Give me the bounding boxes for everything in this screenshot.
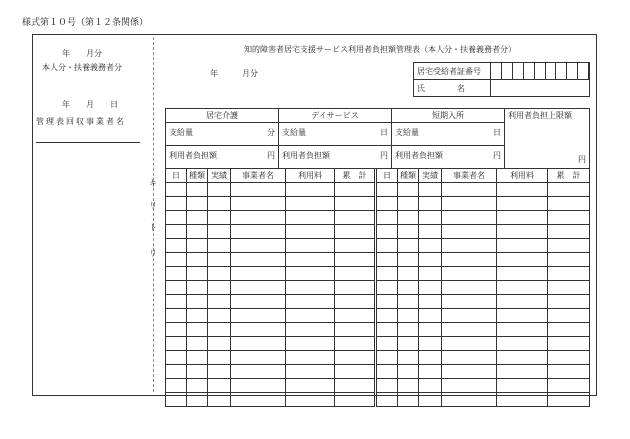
detail-cell bbox=[398, 211, 419, 225]
detail-cell bbox=[208, 225, 231, 239]
main-year-month: 年 月分 bbox=[210, 69, 258, 78]
detail-cell bbox=[377, 323, 398, 337]
detail-cell bbox=[187, 225, 208, 239]
detail-cell bbox=[398, 323, 419, 337]
detail-row bbox=[377, 197, 590, 211]
cut-char-3: ト bbox=[149, 223, 157, 232]
detail-cell bbox=[208, 309, 231, 323]
col-type: 種類 bbox=[398, 169, 419, 183]
detail-cell bbox=[497, 225, 548, 239]
service-supply-cell bbox=[279, 123, 392, 146]
detail-cell bbox=[398, 183, 419, 197]
detail-cell bbox=[231, 295, 286, 309]
detail-cell bbox=[166, 183, 187, 197]
limit-label: 利用者負担上限額 bbox=[505, 109, 590, 123]
detail-cell bbox=[377, 295, 398, 309]
detail-cell bbox=[335, 351, 375, 365]
detail-cell bbox=[377, 309, 398, 323]
detail-cell bbox=[286, 239, 335, 253]
cert-number-label: 居宅受給者証番号 bbox=[414, 63, 491, 80]
detail-cell bbox=[286, 337, 335, 351]
detail-cell bbox=[187, 351, 208, 365]
supply-unit: 分 bbox=[267, 128, 275, 137]
cert-digit bbox=[567, 63, 578, 80]
detail-cell bbox=[419, 393, 442, 407]
detail-cell bbox=[419, 337, 442, 351]
detail-cell bbox=[377, 197, 398, 211]
detail-cell bbox=[419, 239, 442, 253]
detail-cell bbox=[231, 253, 286, 267]
col-day: 日 bbox=[166, 169, 187, 183]
cert-digit bbox=[556, 63, 567, 80]
col-cumulative: 累 計 bbox=[548, 169, 590, 183]
limit-cell bbox=[505, 123, 590, 169]
supply-label: 支給量 bbox=[169, 128, 193, 137]
detail-cell bbox=[442, 365, 497, 379]
detail-cell bbox=[286, 211, 335, 225]
detail-cell bbox=[166, 379, 187, 393]
page-title: 知的障害者居宅支援サービス利用者負担額管理表（本人分・扶養義務者分） bbox=[244, 45, 516, 54]
detail-cell bbox=[548, 225, 590, 239]
stub-year-month: 年 月分 bbox=[62, 49, 102, 58]
detail-cell bbox=[398, 253, 419, 267]
detail-cell bbox=[208, 393, 231, 407]
detail-cell bbox=[419, 211, 442, 225]
detail-row bbox=[166, 253, 375, 267]
detail-cell bbox=[497, 379, 548, 393]
detail-cell bbox=[377, 267, 398, 281]
stub-collector-line bbox=[36, 142, 140, 143]
detail-cell bbox=[442, 323, 497, 337]
detail-cell bbox=[442, 351, 497, 365]
detail-cell bbox=[377, 183, 398, 197]
detail-cell bbox=[497, 267, 548, 281]
detail-cell bbox=[187, 211, 208, 225]
detail-cell bbox=[231, 309, 286, 323]
detail-cell bbox=[377, 239, 398, 253]
detail-cell bbox=[497, 393, 548, 407]
cert-digit bbox=[545, 63, 556, 80]
detail-cell bbox=[398, 295, 419, 309]
detail-cell bbox=[286, 267, 335, 281]
detail-cell bbox=[286, 253, 335, 267]
detail-row bbox=[377, 295, 590, 309]
detail-cell bbox=[497, 183, 548, 197]
detail-cell bbox=[419, 309, 442, 323]
col-actual: 実績 bbox=[208, 169, 231, 183]
detail-cell bbox=[187, 183, 208, 197]
detail-cell bbox=[419, 267, 442, 281]
detail-cell bbox=[398, 379, 419, 393]
detail-cell bbox=[208, 253, 231, 267]
detail-cell bbox=[187, 267, 208, 281]
detail-row bbox=[377, 267, 590, 281]
service-burden-cell bbox=[279, 146, 392, 169]
col-provider: 事業者名 bbox=[231, 169, 286, 183]
detail-row bbox=[166, 197, 375, 211]
detail-cell bbox=[398, 309, 419, 323]
detail-cell bbox=[286, 379, 335, 393]
detail-cell bbox=[286, 323, 335, 337]
detail-cell bbox=[442, 337, 497, 351]
burden-unit: 円 bbox=[380, 151, 388, 160]
detail-cell bbox=[497, 309, 548, 323]
detail-cell bbox=[442, 253, 497, 267]
detail-cell bbox=[166, 267, 187, 281]
col-day: 日 bbox=[377, 169, 398, 183]
detail-cell bbox=[442, 225, 497, 239]
service-summary bbox=[165, 108, 590, 169]
detail-cell bbox=[335, 309, 375, 323]
detail-row bbox=[166, 183, 375, 197]
detail-cell bbox=[442, 211, 497, 225]
detail-cell bbox=[286, 309, 335, 323]
detail-cell bbox=[231, 211, 286, 225]
cert-digit bbox=[534, 63, 545, 80]
detail-cell bbox=[442, 309, 497, 323]
detail-cell bbox=[419, 351, 442, 365]
detail-cell bbox=[335, 323, 375, 337]
detail-cell bbox=[187, 365, 208, 379]
detail-cell bbox=[497, 337, 548, 351]
detail-cell bbox=[377, 281, 398, 295]
detail-cell bbox=[187, 281, 208, 295]
detail-cell bbox=[548, 351, 590, 365]
service-supply-cell bbox=[166, 123, 279, 146]
stub-date: 年 月 日 bbox=[62, 100, 118, 109]
detail-cell bbox=[187, 309, 208, 323]
detail-row bbox=[377, 337, 590, 351]
detail-cell bbox=[166, 337, 187, 351]
detail-cell bbox=[442, 197, 497, 211]
detail-row bbox=[166, 393, 375, 407]
detail-cell bbox=[497, 365, 548, 379]
detail-cell bbox=[377, 337, 398, 351]
detail-row bbox=[377, 379, 590, 393]
detail-row bbox=[377, 211, 590, 225]
detail-cell bbox=[335, 183, 375, 197]
detail-cell bbox=[497, 281, 548, 295]
detail-cell bbox=[231, 379, 286, 393]
detail-cell bbox=[442, 393, 497, 407]
detail-cell bbox=[419, 365, 442, 379]
detail-cell bbox=[166, 281, 187, 295]
detail-cell bbox=[497, 239, 548, 253]
detail-cell bbox=[548, 211, 590, 225]
detail-cell bbox=[335, 211, 375, 225]
name-label: 氏 名 bbox=[414, 80, 491, 97]
detail-cell bbox=[166, 309, 187, 323]
detail-row bbox=[377, 393, 590, 407]
cut-line bbox=[153, 37, 154, 392]
detail-row bbox=[166, 239, 375, 253]
detail-cell bbox=[335, 393, 375, 407]
detail-cell bbox=[442, 239, 497, 253]
detail-row bbox=[377, 351, 590, 365]
detail-cell bbox=[286, 225, 335, 239]
detail-cell bbox=[419, 183, 442, 197]
detail-cell bbox=[548, 183, 590, 197]
detail-cell bbox=[166, 225, 187, 239]
detail-cell bbox=[208, 239, 231, 253]
detail-cell bbox=[398, 365, 419, 379]
service-name: デイサービス bbox=[279, 109, 392, 123]
detail-cell bbox=[377, 393, 398, 407]
service-burden-cell bbox=[166, 146, 279, 169]
detail-cell bbox=[398, 197, 419, 211]
col-fee: 利用料 bbox=[286, 169, 335, 183]
detail-cell bbox=[187, 239, 208, 253]
burden-label: 利用者負担額 bbox=[282, 151, 330, 160]
service-burden-cell bbox=[392, 146, 505, 169]
cert-digit bbox=[578, 63, 589, 80]
detail-cell bbox=[548, 379, 590, 393]
recipient-box bbox=[413, 62, 590, 97]
detail-cell bbox=[377, 365, 398, 379]
detail-cell bbox=[548, 253, 590, 267]
detail-cell bbox=[548, 309, 590, 323]
detail-row bbox=[166, 323, 375, 337]
detail-cell bbox=[166, 295, 187, 309]
detail-row bbox=[377, 225, 590, 239]
col-fee: 利用料 bbox=[497, 169, 548, 183]
detail-cell bbox=[166, 211, 187, 225]
detail-row bbox=[166, 295, 375, 309]
detail-cell bbox=[548, 197, 590, 211]
detail-cell bbox=[398, 225, 419, 239]
detail-cell bbox=[208, 323, 231, 337]
detail-cell bbox=[231, 351, 286, 365]
detail-cell bbox=[231, 365, 286, 379]
detail-cell bbox=[187, 337, 208, 351]
detail-cell bbox=[166, 351, 187, 365]
form-number: 様式第１０号（第１２条関係） bbox=[22, 18, 149, 28]
supply-unit: 日 bbox=[380, 128, 388, 137]
detail-cell bbox=[166, 197, 187, 211]
col-type: 種類 bbox=[187, 169, 208, 183]
detail-cell bbox=[208, 379, 231, 393]
detail-cell bbox=[231, 239, 286, 253]
detail-cell bbox=[548, 281, 590, 295]
stub-person-type: 本人分・扶養義務者分 bbox=[42, 63, 122, 72]
detail-cell bbox=[398, 337, 419, 351]
supply-unit: 日 bbox=[493, 128, 501, 137]
detail-cell bbox=[497, 351, 548, 365]
detail-cell bbox=[335, 197, 375, 211]
cut-char-2: リ bbox=[149, 201, 157, 210]
cut-char-1: キ bbox=[149, 179, 157, 188]
detail-cell bbox=[231, 337, 286, 351]
detail-header-row bbox=[166, 169, 375, 183]
cut-char-4: リ bbox=[149, 249, 157, 258]
detail-cell bbox=[208, 295, 231, 309]
detail-cell bbox=[419, 281, 442, 295]
detail-cell bbox=[208, 365, 231, 379]
service-name: 短期入所 bbox=[392, 109, 505, 123]
detail-cell bbox=[335, 225, 375, 239]
detail-cell bbox=[166, 365, 187, 379]
detail-row bbox=[166, 267, 375, 281]
detail-cell bbox=[398, 351, 419, 365]
detail-cell bbox=[286, 393, 335, 407]
detail-row bbox=[377, 239, 590, 253]
detail-cell bbox=[335, 365, 375, 379]
detail-cell bbox=[208, 281, 231, 295]
detail-row bbox=[377, 309, 590, 323]
detail-cell bbox=[497, 295, 548, 309]
detail-cell bbox=[187, 393, 208, 407]
detail-cell bbox=[335, 379, 375, 393]
detail-cell bbox=[497, 197, 548, 211]
detail-row bbox=[166, 225, 375, 239]
detail-cell bbox=[166, 239, 187, 253]
cert-digit bbox=[491, 63, 502, 80]
detail-cell bbox=[398, 267, 419, 281]
detail-cell bbox=[231, 267, 286, 281]
detail-row bbox=[166, 281, 375, 295]
detail-cell bbox=[166, 323, 187, 337]
detail-cell bbox=[231, 323, 286, 337]
detail-cell bbox=[231, 225, 286, 239]
detail-cell bbox=[166, 393, 187, 407]
detail-cell bbox=[208, 183, 231, 197]
detail-cell bbox=[231, 183, 286, 197]
detail-cell bbox=[166, 253, 187, 267]
detail-row bbox=[166, 379, 375, 393]
detail-table-left bbox=[165, 168, 375, 407]
name-field bbox=[491, 80, 590, 97]
detail-cell bbox=[442, 295, 497, 309]
detail-cell bbox=[335, 267, 375, 281]
col-provider: 事業者名 bbox=[442, 169, 497, 183]
burden-label: 利用者負担額 bbox=[169, 151, 217, 160]
detail-cell bbox=[398, 393, 419, 407]
detail-cell bbox=[286, 351, 335, 365]
detail-cell bbox=[335, 337, 375, 351]
cert-digit bbox=[523, 63, 534, 80]
detail-cell bbox=[548, 337, 590, 351]
detail-header-row bbox=[377, 169, 590, 183]
detail-cell bbox=[377, 225, 398, 239]
detail-row bbox=[166, 211, 375, 225]
detail-cell bbox=[335, 253, 375, 267]
detail-cell bbox=[286, 197, 335, 211]
col-cumulative: 累 計 bbox=[335, 169, 375, 183]
detail-row bbox=[166, 365, 375, 379]
detail-cell bbox=[419, 225, 442, 239]
detail-cell bbox=[208, 211, 231, 225]
detail-row bbox=[377, 281, 590, 295]
burden-unit: 円 bbox=[493, 151, 501, 160]
detail-cell bbox=[419, 253, 442, 267]
detail-cell bbox=[208, 351, 231, 365]
detail-cell bbox=[419, 379, 442, 393]
detail-cell bbox=[497, 323, 548, 337]
detail-cell bbox=[231, 393, 286, 407]
detail-cell bbox=[187, 253, 208, 267]
detail-cell bbox=[442, 267, 497, 281]
detail-cell bbox=[377, 379, 398, 393]
stub-collector-label: 管理表回収事業者名 bbox=[36, 117, 126, 126]
detail-cell bbox=[419, 295, 442, 309]
detail-cell bbox=[231, 197, 286, 211]
detail-cell bbox=[286, 183, 335, 197]
detail-cell bbox=[335, 281, 375, 295]
detail-cell bbox=[231, 281, 286, 295]
detail-cell bbox=[419, 197, 442, 211]
detail-cell bbox=[377, 351, 398, 365]
detail-row bbox=[166, 351, 375, 365]
detail-cell bbox=[377, 211, 398, 225]
col-actual: 実績 bbox=[419, 169, 442, 183]
service-supply-cell bbox=[392, 123, 505, 146]
detail-cell bbox=[286, 295, 335, 309]
detail-cell bbox=[442, 183, 497, 197]
cert-digit bbox=[513, 63, 524, 80]
detail-cell bbox=[398, 281, 419, 295]
detail-cell bbox=[548, 323, 590, 337]
detail-cell bbox=[335, 239, 375, 253]
supply-label: 支給量 bbox=[282, 128, 306, 137]
service-name: 居宅介護 bbox=[166, 109, 279, 123]
detail-row bbox=[377, 323, 590, 337]
detail-row bbox=[377, 365, 590, 379]
detail-table-right bbox=[376, 168, 590, 407]
detail-cell bbox=[377, 253, 398, 267]
detail-row bbox=[166, 309, 375, 323]
detail-row bbox=[166, 337, 375, 351]
cert-digit bbox=[502, 63, 513, 80]
detail-cell bbox=[187, 323, 208, 337]
detail-cell bbox=[335, 295, 375, 309]
detail-cell bbox=[548, 393, 590, 407]
burden-label: 利用者負担額 bbox=[395, 151, 443, 160]
detail-cell bbox=[286, 365, 335, 379]
detail-cell bbox=[497, 211, 548, 225]
limit-unit: 円 bbox=[578, 155, 586, 165]
detail-cell bbox=[548, 365, 590, 379]
detail-cell bbox=[187, 379, 208, 393]
detail-cell bbox=[208, 267, 231, 281]
detail-cell bbox=[497, 253, 548, 267]
detail-row bbox=[377, 183, 590, 197]
detail-cell bbox=[208, 337, 231, 351]
detail-cell bbox=[208, 197, 231, 211]
detail-cell bbox=[419, 323, 442, 337]
supply-label: 支給量 bbox=[395, 128, 419, 137]
detail-cell bbox=[548, 267, 590, 281]
detail-cell bbox=[286, 281, 335, 295]
detail-row bbox=[377, 253, 590, 267]
detail-cell bbox=[187, 197, 208, 211]
cert-digit bbox=[589, 63, 590, 80]
burden-unit: 円 bbox=[267, 151, 275, 160]
detail-cell bbox=[398, 239, 419, 253]
detail-cell bbox=[442, 281, 497, 295]
detail-cell bbox=[187, 295, 208, 309]
detail-cell bbox=[548, 295, 590, 309]
detail-cell bbox=[548, 239, 590, 253]
detail-cell bbox=[442, 379, 497, 393]
